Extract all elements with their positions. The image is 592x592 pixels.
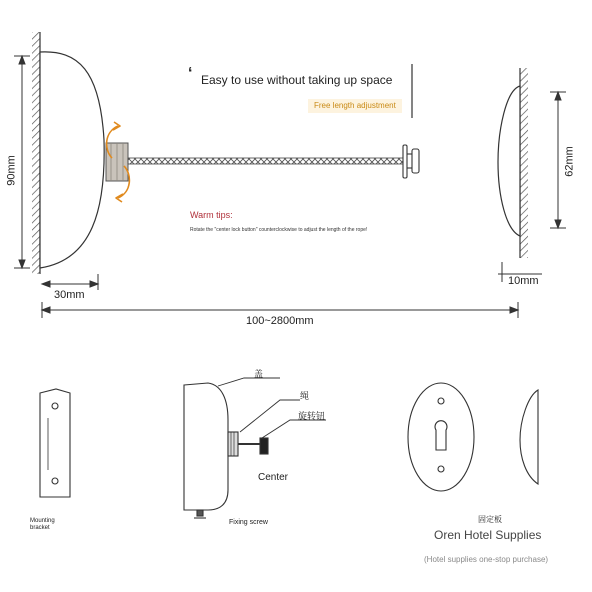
cover-label: 盖 [254, 369, 264, 379]
right-wall [520, 68, 528, 258]
tips-title: Warm tips: [190, 210, 233, 220]
body-drawing [184, 383, 268, 518]
feature-badge: Free length adjustment [308, 99, 402, 113]
tips-text: Rotate the "center lock button" counterclockwise to adjust the length of the rope! [190, 227, 368, 233]
plate-label: 固定板 [478, 515, 502, 524]
length-label: 100~2800mm [246, 315, 314, 327]
side-plate-drawing [520, 390, 538, 484]
rope-label: 绳 [300, 391, 310, 401]
fixing-plate-drawing [408, 383, 474, 491]
dimension-depth-left-line [42, 274, 98, 290]
depth-right-label: 10mm [508, 275, 539, 287]
fixing-screw-label: Fixing screw [229, 519, 268, 526]
quote-mark: ‘ [188, 65, 193, 82]
headline: Easy to use without taking up space [201, 73, 393, 87]
mounting-bracket-drawing [40, 389, 70, 497]
right-receiver-plate [498, 86, 520, 236]
center-lock-knob [106, 143, 128, 181]
bracket-label: Mounting bracket [30, 518, 55, 532]
rope-end-hook [403, 145, 419, 178]
knob-label: 旋转钮 [298, 411, 326, 421]
left-wall [32, 32, 40, 274]
main-housing [40, 52, 104, 268]
height-left-label: 90mm [5, 155, 18, 186]
brand-tagline: (Hotel supplies one-stop purchase) [424, 555, 549, 564]
depth-left-label: 30mm [54, 289, 85, 301]
brand-name: Oren Hotel Supplies [434, 528, 542, 542]
center-label: Center [258, 472, 289, 483]
height-right-label: 62mm [563, 146, 576, 177]
leader-lines [218, 378, 326, 438]
rope [128, 158, 404, 164]
